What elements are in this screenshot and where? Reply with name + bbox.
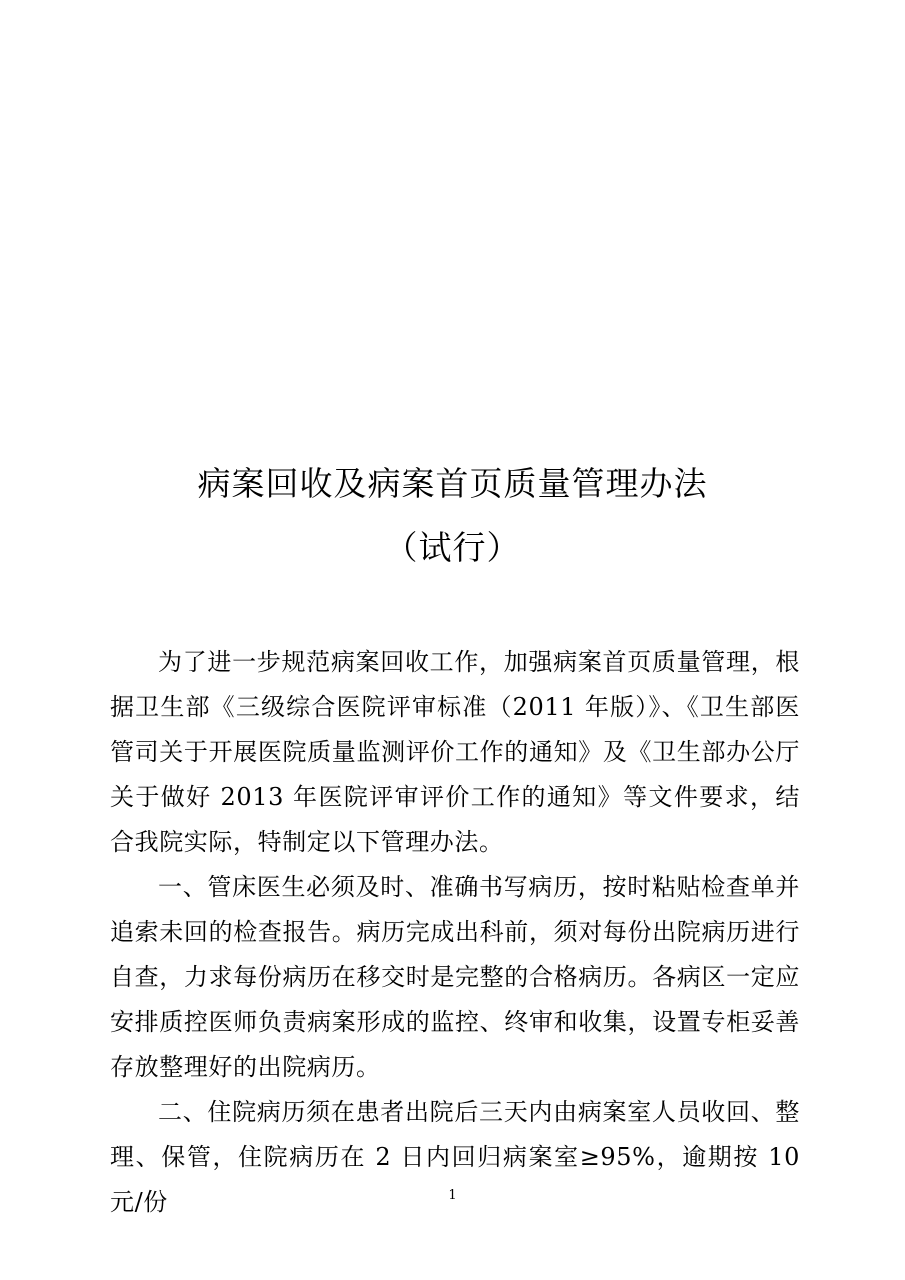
page-number: 1 [448, 1188, 457, 1203]
document-title: 病案回收及病案首页质量管理办法 [197, 464, 708, 503]
paragraph-intro: 为了进一步规范病案回收工作，加强病案首页质量管理，根据卫生部《三级综合医院评审标准（2011 年版）》、《卫生部医管司关于开展医院质量监测评价工作的通知》及《卫生部办公厅关于做好 2013 年医院评审评价工作的通知》等文件要求，结合我院实际，特制定以下管理办法。 [110, 648, 800, 856]
document-subtitle: （试行） [384, 528, 521, 567]
paragraph-item-1: 一、管床医生必须及时、准确书写病历，按时粘贴检查单并追索未回的检查报告。病历完成出科前，须对每份出院病历进行自查，力求每份病历在移交时是完整的合格病历。各病区一定应安排质控医师负责病案形成的监控、终审和收集，设置专柜妥善存放整理好的出院病历。 [110, 873, 800, 1081]
paragraph-item-2: 二、住院病历须在患者出院后三天内由病案室人员收回、整理、保管，住院病历在 2 日内回归病案室≥95%，逾期按 10 元/份 [110, 1098, 800, 1216]
document-body [110, 640, 800, 1225]
